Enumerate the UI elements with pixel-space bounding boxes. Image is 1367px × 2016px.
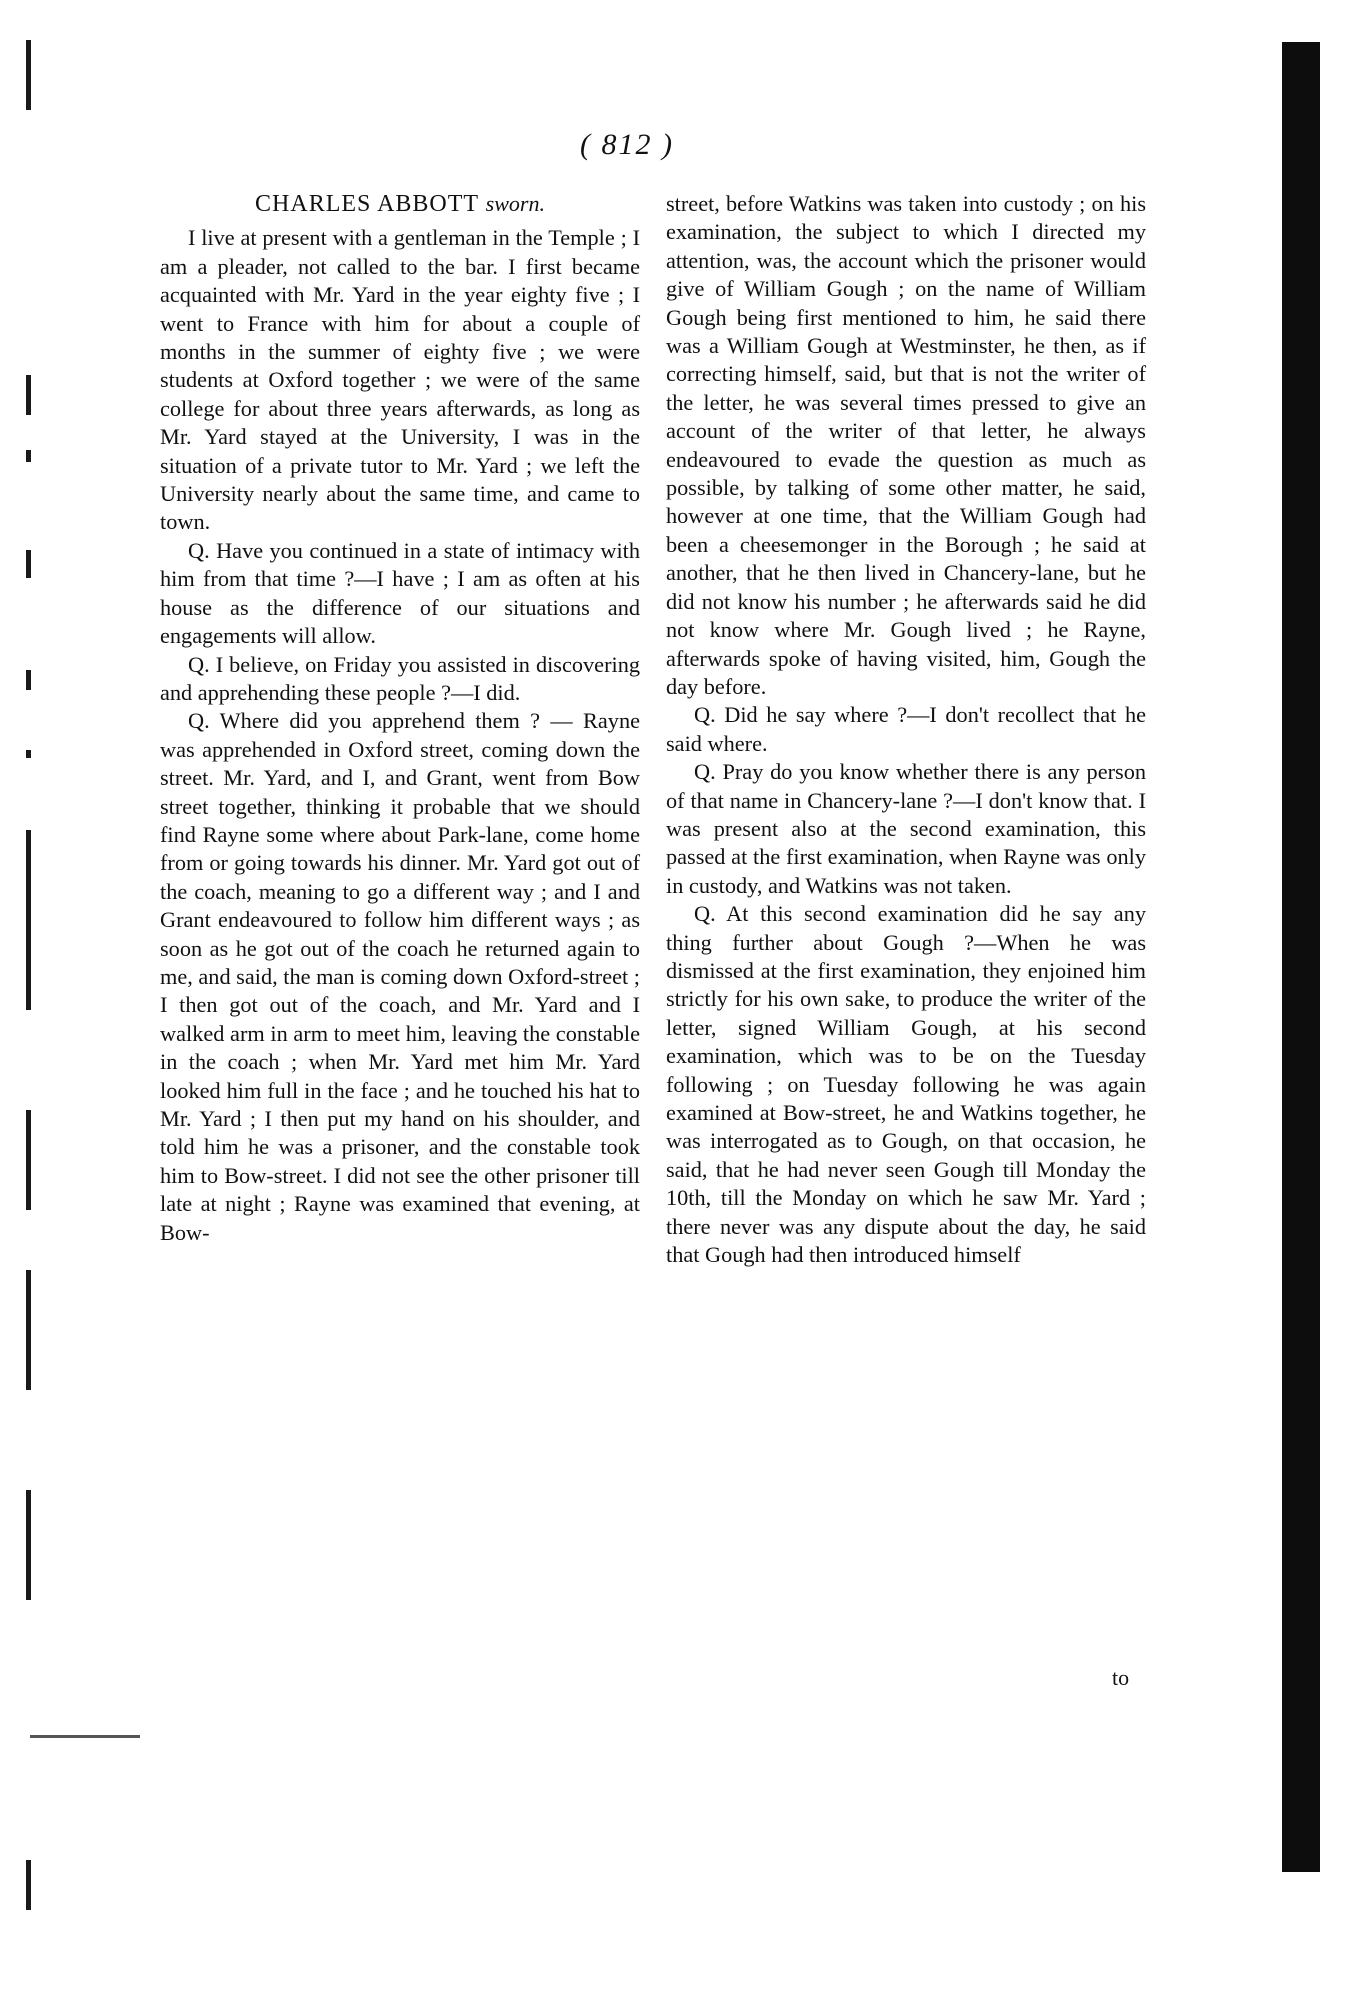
paragraph: Q. I believe, on Friday you assisted in discovering and apprehending these people ?—I did. bbox=[160, 651, 640, 705]
paragraph: street, before Watkins was taken into custody ; on his examination, the subject to which I directed my attention, was, the account which the prisoner would give of William Gough ; on the name of William Gough being first mentioned to him, he said there was a William Gough at Westminster, he then, as if correcting himself, said, but that is not the writer of the letter, he was several times pressed to give an account of the writer of that letter, he always endeavoured to evade the question as much as possible, by talking of some other matter, he said, however at one time, that the William Gough had been a cheesemonger in the Borough ; he said at another, that he then lived in Chancery-lane, but he did not know his number ; he afterwards said he did not know where Mr. Gough lived ; he Rayne, afterwards spoke of having visited, him, Gough the day before. bbox=[666, 191, 1146, 699]
scan-rule-mark bbox=[30, 1735, 140, 1738]
scan-mark bbox=[26, 830, 31, 1010]
witness-heading bbox=[160, 190, 640, 218]
scan-mark bbox=[26, 1490, 31, 1600]
left-column bbox=[160, 190, 640, 1247]
scan-mark bbox=[26, 670, 31, 690]
scan-mark bbox=[26, 1270, 31, 1390]
scan-mark bbox=[26, 450, 31, 462]
scan-mark bbox=[26, 550, 31, 578]
scan-mark bbox=[26, 375, 31, 415]
scan-mark bbox=[26, 1110, 31, 1210]
scan-mark bbox=[26, 1860, 31, 1910]
book-spine-shadow bbox=[1282, 42, 1320, 1872]
witness-sworn: sworn. bbox=[485, 191, 545, 216]
page-number: ( 812 ) bbox=[580, 128, 674, 161]
scan-mark bbox=[26, 40, 31, 110]
paragraph: Q. Pray do you know whether there is any person of that name in Chancery-lane ?—I don't know that. I was present also at the second examination, this passed at the first examination, when Rayne was only in custody, and Watkins was not taken. bbox=[666, 759, 1146, 898]
paragraph: I live at present with a gentleman in the Temple ; I am a pleader, not called to the bar. I first became acquainted with Mr. Yard in the year eighty five ; I went to France with him for about a couple of months in the summer of eighty five ; we were students at Oxford together ; we were of the same college for about three years afterwards, as long as Mr. Yard stayed at the University, I was in the situation of a private tutor to Mr. Yard ; we left the University nearly about the same time, and came to town. bbox=[160, 225, 640, 535]
paragraph: Q. Have you continued in a state of intimacy with him from that time ?—I have ; I am as often at his house as the difference of our situations and engagements will allow. bbox=[160, 537, 640, 649]
witness-name: CHARLES ABBOTT bbox=[255, 191, 479, 217]
paragraph: Q. Did he say where ?—I don't recollect that he said where. bbox=[666, 702, 1146, 756]
paragraph: Q. Where did you apprehend them ? — Rayne was apprehended in Oxford street, coming down the street. Mr. Yard, and I, and Grant, went from Bow street together, thinking it probable that we should find Rayne some where about Park-lane, come home from or going towards his dinner. Mr. Yard got out of the coach, meaning to go a different way ; and I and Grant endeavoured to follow him different ways ; as soon as he got out of the coach he returned again to me, and said, the man is coming down Oxford-street ; I then got out of the coach, and Mr. Yard and I walked arm in arm to meet him, leaving the constable in the coach ; when Mr. Yard met him Mr. Yard looked him full in the face ; and he touched his hat to Mr. Yard ; I then put my hand on his shoulder, and told him he was a prisoner, and the constable took him to Bow-street. I did not see the other prisoner till late at night ; Rayne was examined that evening, at Bow- bbox=[160, 708, 640, 1245]
margin-scan-marks bbox=[18, 30, 48, 1930]
paragraph: Q. At this second examination did he say any thing further about Gough ?—When he was dismissed at the first examination, they enjoined him strictly for his own sake, to produce the writer of the letter, signed William Gough, at his second examination, which was to be on the Tuesday following ; on Tuesday following he was again examined at Bow-street, he and Watkins together, he was interrogated as to Gough, on that occasion, he said, that he had never seen Gough till Monday the 10th, till the Monday on which he saw Mr. Yard ; there never was any dispute about the day, he said that Gough had then introduced himself bbox=[666, 901, 1146, 1268]
right-column bbox=[666, 190, 1146, 1269]
scan-mark bbox=[26, 750, 31, 758]
catchword: to bbox=[1112, 1665, 1130, 1690]
